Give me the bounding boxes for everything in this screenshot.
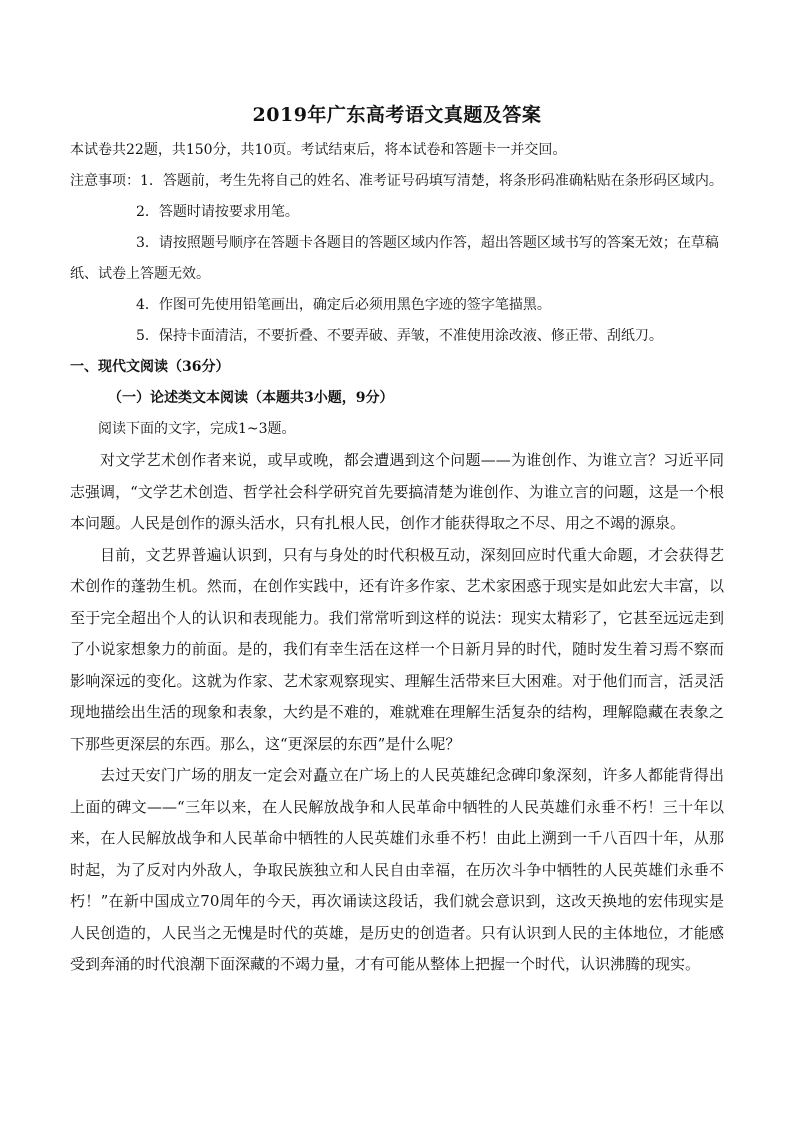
notes-item-2: 2．答题时请按要求用笔。 [136,204,299,220]
section-heading: 一、现代文阅读（36分） [70,359,230,375]
notes-item-3-continued: 纸、试卷上答题无效。 [70,266,210,282]
subsection-heading: （一）论述类文本阅读（本题共3小题，9分） [108,390,394,406]
notes-item-1: 注意事项：1．答题前，考生先将自己的姓名、准考证号码填写清楚，将条形码准确粘贴在条形码区域内。 [70,173,723,189]
page-title: 2019年广东高考语文真题及答案 [252,104,542,126]
passage-paragraph-3: 去过天安门广场的朋友一定会对矗立在广场上的人民英雄纪念碑印象深刻，许多人都能背得出上面的碑文——“三年以来，在人民解放战争和人民革命中牺牲的人民英雄们永垂不朽！三十年以来，在人民解放战争和人民革命中牺牲的人民英雄们永垂不朽！由此上溯到一千八百四十年，从那时起，为了反对内外敌人，争取民族独立和人民自由幸福，在历次斗争中牺牲的人民英雄们永垂不朽！”在新中国成立70周年的今天，再次诵读这段话，我们就会意识到，这改天换地的宏伟现实是人民创造的，人民当之无愧是时代的英雄，是历史的创造者。只有认识到人民的主体地位，才能感受到奔涌的时代浪潮下面深藏的不竭力量，才有可能从整体上把握一个时代，认识沸腾的现实。 [70,766,724,973]
reading-instruction: 阅读下面的文字，完成1~3题。 [98,421,296,437]
notes-item-3: 3．请按照题号顺序在答题卡各题目的答题区域内作答，超出答题区域书写的答案无效；在草稿 [136,235,719,251]
exam-intro: 本试卷共22题，共150分，共10页。考试结束后，将本试卷和答题卡一并交回。 [70,142,567,158]
notes-item-5: 5．保持卡面清洁，不要折叠、不要弄破、弄皱，不准使用涂改液、修正带、刮纸刀。 [136,328,663,344]
notes-item-4: 4．作图可先使用铅笔画出，确定后必须用黑色字迹的签字笔描黑。 [136,297,551,313]
passage-paragraph-1: 对文学艺术创作者来说，或早或晚，都会遭遇到这个问题——为谁创作、为谁立言？习近平同志强调，“文学艺术创造、哲学社会科学研究首先要搞清楚为谁创作、为谁立言的问题，这是一个根本问题。人民是创作的源头活水，只有扎根人民，创作才能获得取之不尽、用之不竭的源泉。 [70,451,724,532]
passage-paragraph-2: 目前，文艺界普遍认识到，只有与身处的时代积极互动，深刻回应时代重大命题，才会获得艺术创作的蓬勃生机。然而，在创作实践中，还有许多作家、艺术家困惑于现实是如此宏大丰富，以至于完全超出个人的认识和表现能力。我们常常听到这样的说法：现实太精彩了，它甚至远远走到了小说家想象力的前面。是的，我们有幸生活在这样一个日新月异的时代，随时发生着习焉不察而影响深远的变化。这就为作家、艺术家观察现实、理解生活带来巨大困难。对于他们而言，活灵活现地描绘出生活的现象和表象，大约是不难的，难就难在理解生活复杂的结构，理解隐藏在表象之下那些更深层的东西。那么，这“更深层的东西”是什么呢？ [70,545,724,753]
